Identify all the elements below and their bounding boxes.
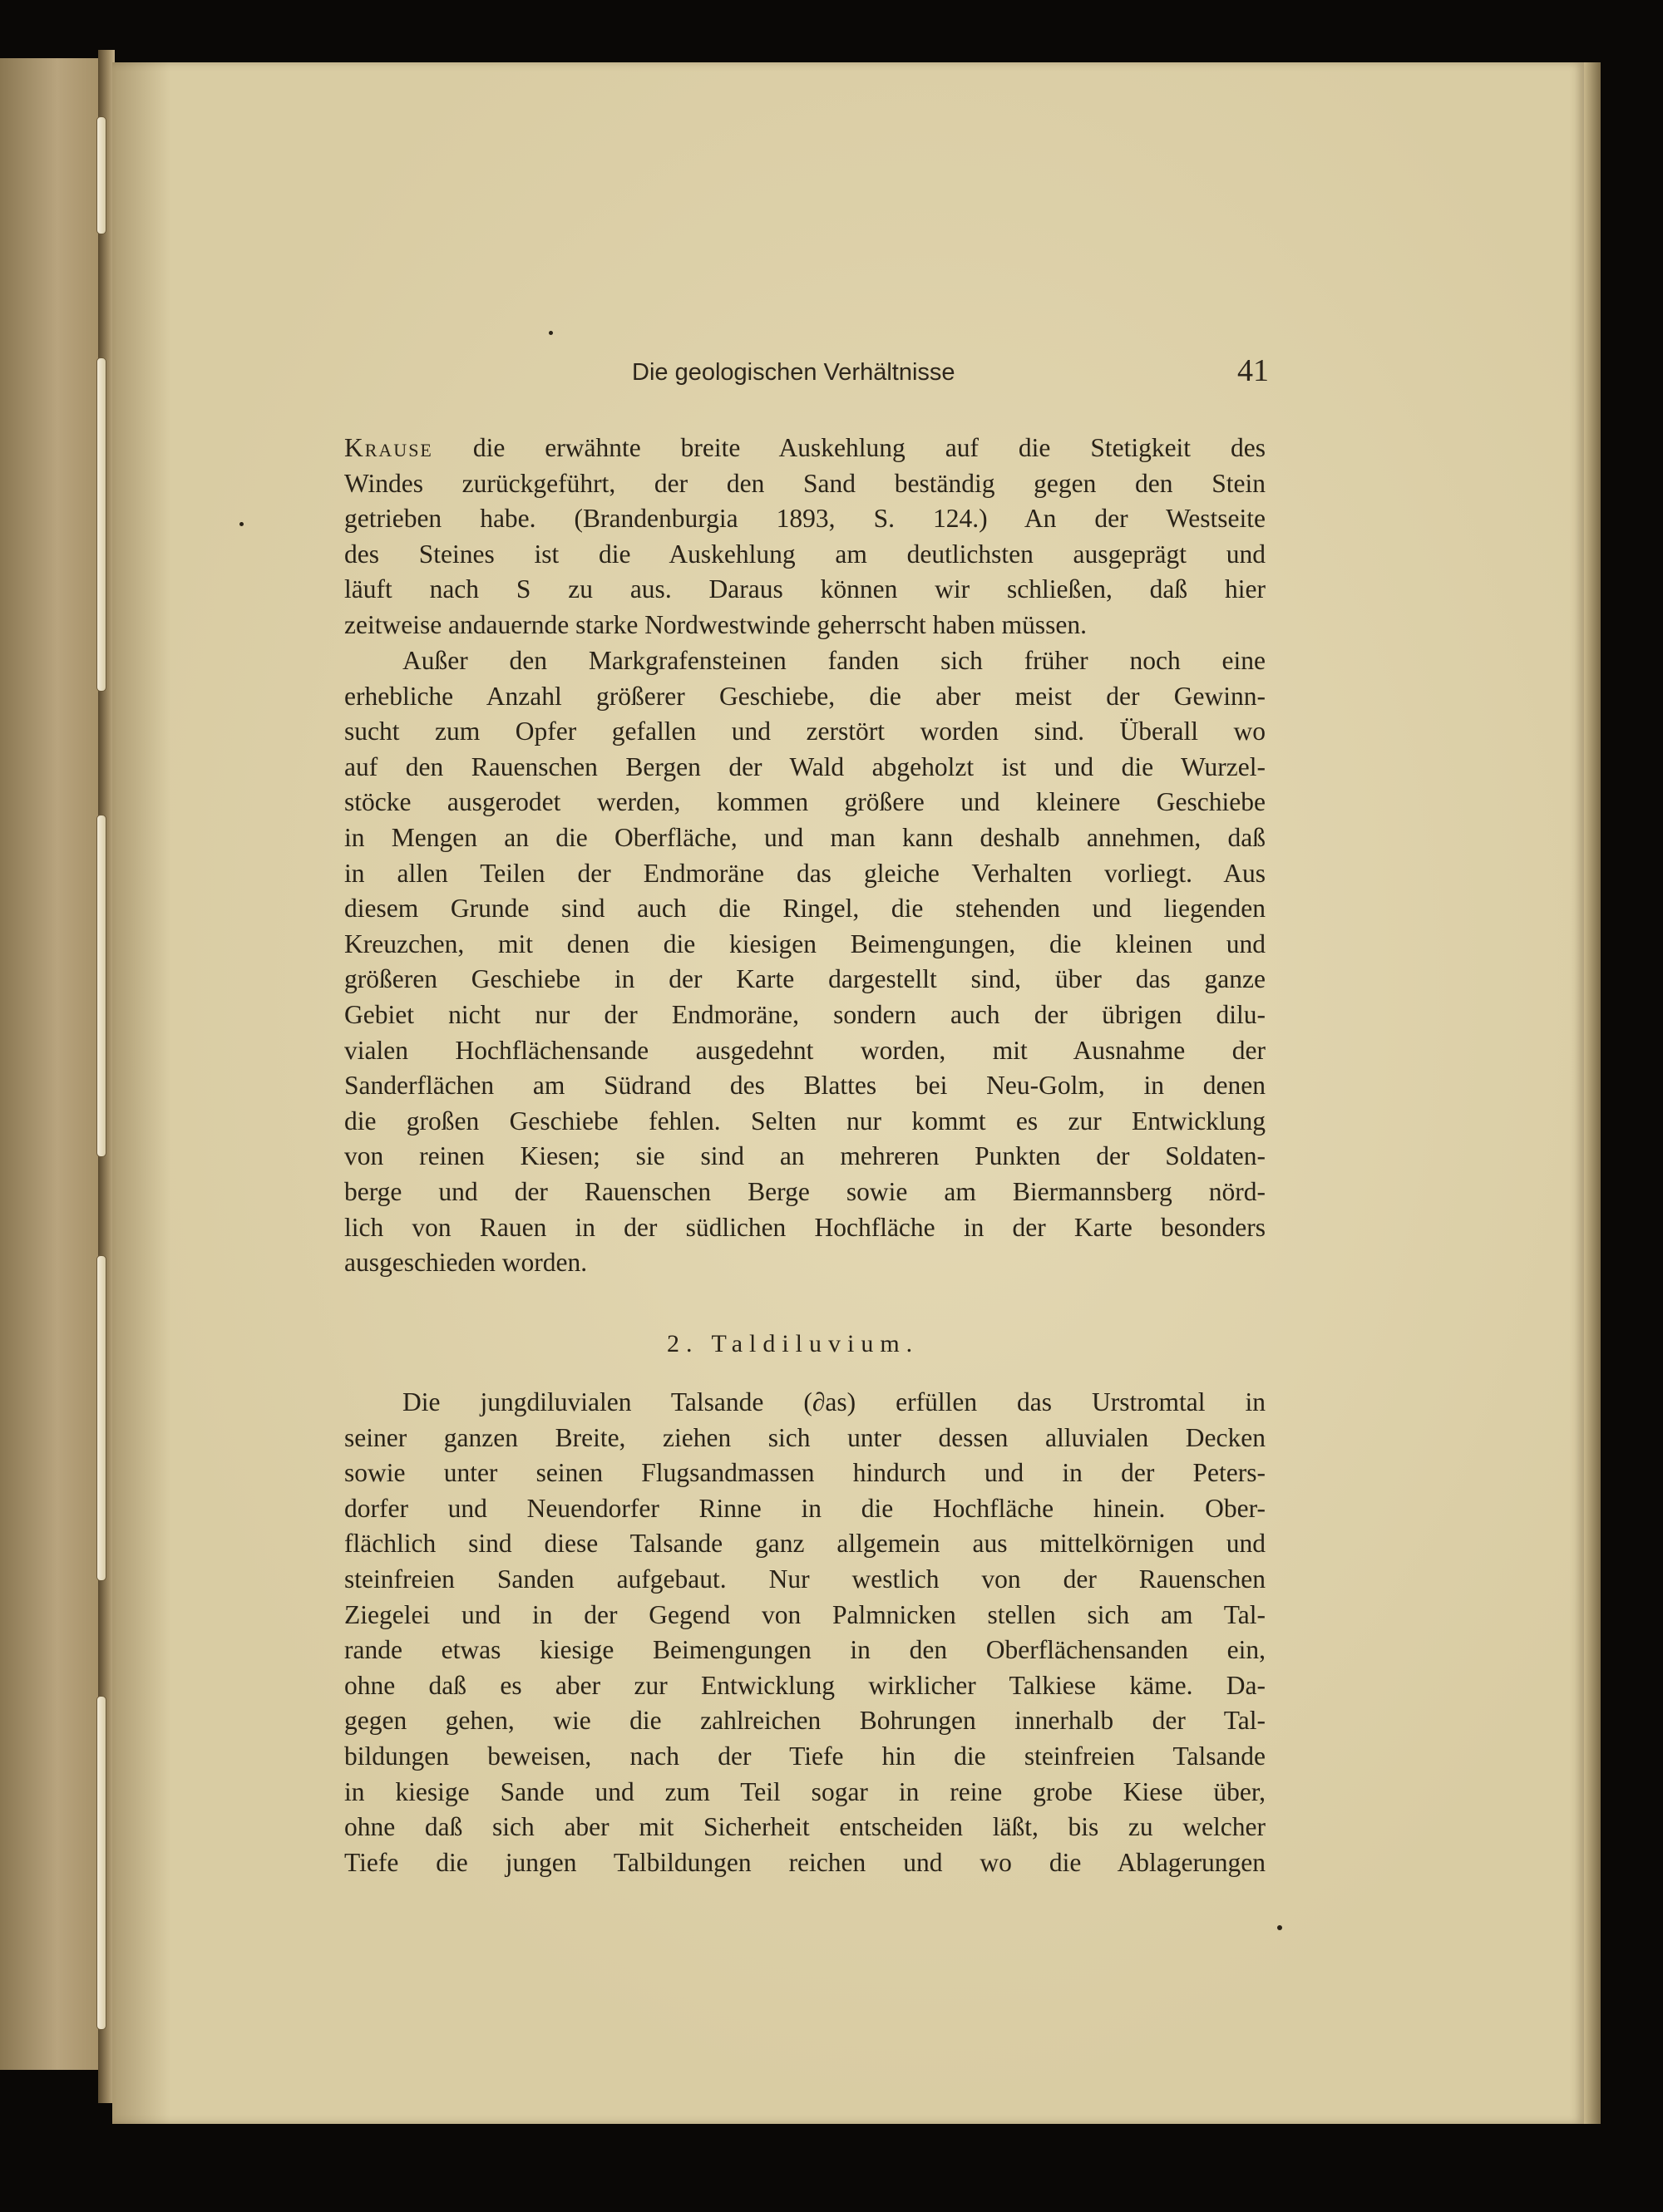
text-line: Tiefe die jungen Talbildungen reichen und wo die Ablagerungen xyxy=(344,1847,1266,1877)
text-line: von reinen Kiesen; sie sind an mehreren Punkten der Soldaten- xyxy=(344,1141,1266,1171)
text-line: die großen Geschiebe fehlen. Selten nur kommt es zur Entwicklung xyxy=(344,1106,1266,1136)
text-line: stöcke ausgerodet werden, kommen größere und kleinere Geschiebe xyxy=(344,787,1266,817)
text-line: flächlich sind diese Talsande ganz allgemein aus mittelkörnigen und xyxy=(344,1529,1266,1559)
text-line: Krause die erwähnte breite Auskehlung auf die Stetigkeit des xyxy=(344,433,1266,462)
text-line: des Steines ist die Auskehlung am deutlichsten ausgeprägt und xyxy=(344,539,1266,569)
paper-speck xyxy=(239,522,244,526)
text-line: sucht zum Opfer gefallen und zerstört worden sind. Überall wo xyxy=(344,717,1266,746)
text-line: Kreuzchen, mit denen die kiesigen Beimengungen, die kleinen und xyxy=(344,929,1266,958)
binding-stitch xyxy=(96,1255,106,1581)
text-line: Gebiet nicht nur der Endmoräne, sondern auch der übrigen dilu- xyxy=(344,999,1266,1029)
text-line: in Mengen an die Oberfläche, und man kann deshalb annehmen, daß xyxy=(344,822,1266,852)
text-line: erhebliche Anzahl größerer Geschiebe, die aber meist der Gewinn- xyxy=(344,681,1266,711)
text-line: bildungen beweisen, nach der Tiefe hin die steinfreien Talsande xyxy=(344,1741,1266,1771)
text-line: sowie unter seinen Flugsandmassen hindurch und in der Peters- xyxy=(344,1458,1266,1488)
text-line: getrieben habe. (Brandenburgia 1893, S. 124.) An der Westseite xyxy=(344,504,1266,534)
paper-speck xyxy=(549,331,553,335)
text-line: ohne daß es aber zur Entwicklung wirklicher Talkiese käme. Da- xyxy=(344,1670,1266,1700)
facing-page-edge xyxy=(0,58,104,2070)
text-line: zeitweise andauernde starke Nordwestwinde geherrscht haben müssen. xyxy=(344,609,1088,639)
text-line: steinfreien Sanden aufgebaut. Nur westlich von der Rauenschen xyxy=(344,1564,1266,1594)
running-header: Die geologischen Verhältnisse xyxy=(632,359,955,386)
text-line: läuft nach S zu aus. Daraus können wir schließen, daß hier xyxy=(344,574,1266,604)
text-line: Ziegelei und in der Gegend von Palmnicken stellen sich am Tal- xyxy=(344,1599,1266,1629)
text-line: dorfer und Neuendorfer Rinne in die Hochfläche hinein. Ober- xyxy=(344,1493,1266,1523)
text-line: ohne daß sich aber mit Sicherheit entscheiden läßt, bis zu welcher xyxy=(344,1812,1266,1842)
text-line: vialen Hochflächensande ausgedehnt worden, mit Ausnahme der xyxy=(344,1035,1266,1065)
text-line: diesem Grunde sind auch die Ringel, die stehenden und liegenden xyxy=(344,894,1266,924)
paragraph-2 xyxy=(344,643,1266,1281)
text-line: Außer den Markgrafensteinen fanden sich früher noch eine xyxy=(402,646,1266,675)
text-line: rande etwas kiesige Beimengungen in den Oberflächensanden ein, xyxy=(344,1635,1266,1665)
text-line: Sanderflächen am Südrand des Blattes bei Neu-Golm, in denen xyxy=(344,1071,1266,1101)
text-line: in kiesige Sande und zum Teil sogar in reine grobe Kiese über, xyxy=(344,1776,1266,1806)
text-line: ausgeschieden worden. xyxy=(344,1248,588,1278)
page-right-edge xyxy=(1584,62,1601,2124)
page-number: 41 xyxy=(1237,353,1269,388)
text-line: gegen gehen, wie die zahlreichen Bohrungen innerhalb der Tal- xyxy=(344,1706,1266,1736)
text-line: Die jungdiluvialen Talsande (∂as) erfüllen das Urstromtal in xyxy=(402,1387,1266,1416)
text-line: in allen Teilen der Endmoräne das gleiche Verhalten vorliegt. Aus xyxy=(344,858,1266,888)
text-line: seiner ganzen Breite, ziehen sich unter dessen alluvialen Decken xyxy=(344,1422,1266,1452)
text-line: größeren Geschiebe in der Karte dargestellt sind, über das ganze xyxy=(344,964,1266,994)
paragraph-3 xyxy=(344,1385,1266,1880)
binding-stitch xyxy=(96,357,106,692)
author-name: Krause xyxy=(344,433,433,462)
paper-speck xyxy=(1277,1925,1282,1930)
text-line: lich von Rauen in der südlichen Hochfläche in der Karte besonders xyxy=(344,1212,1266,1242)
text-line: berge und der Rauenschen Berge sowie am Biermannsberg nörd- xyxy=(344,1176,1266,1206)
paragraph-1 xyxy=(344,431,1266,643)
binding-stitch xyxy=(96,1696,106,2030)
text-line: auf den Rauenschen Bergen der Wald abgeholzt ist und die Wurzel- xyxy=(344,751,1266,781)
binding-stitch xyxy=(96,116,106,234)
binding-stitch xyxy=(96,815,106,1157)
section-heading: 2. Taldiluvium. xyxy=(667,1330,920,1357)
text-line: Windes zurückgeführt, der den Sand beständig gegen den Stein xyxy=(344,468,1266,498)
